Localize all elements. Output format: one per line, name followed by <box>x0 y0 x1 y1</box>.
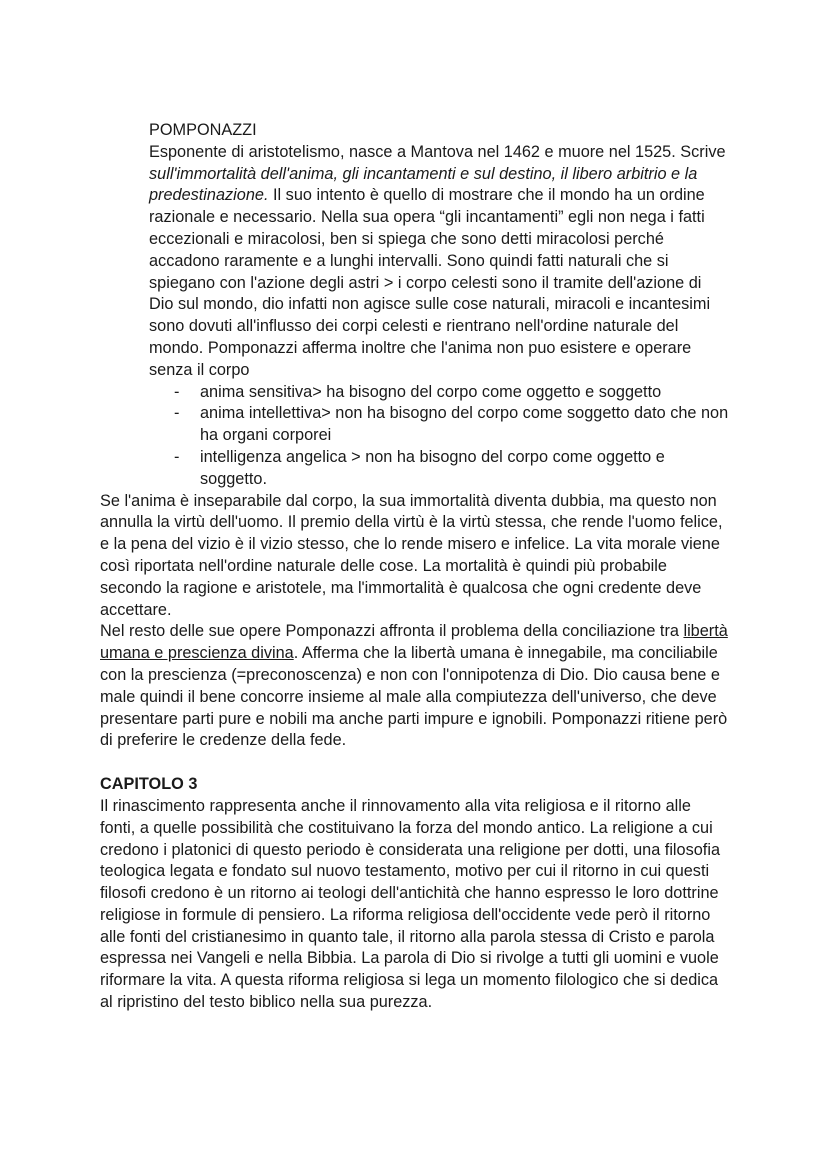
list-item-text: anima intellettiva> non ha bisogno del corpo come soggetto dato che non ha organi corporei <box>200 404 729 445</box>
freedom-paragraph <box>100 621 730 752</box>
intro-text-start: Esponente di aristotelismo, nasce a Mantova nel 1462 e muore nel 1525. Scrive <box>149 142 726 161</box>
bullet-dash: - <box>174 404 180 423</box>
freedom-text-start: Nel resto delle sue opere Pomponazzi affronta il problema della conciliazione tra <box>100 622 684 641</box>
bullet-dash: - <box>174 382 180 401</box>
pomponazzi-section <box>149 120 730 382</box>
chapter-heading: CAPITOLO 3 <box>100 775 198 794</box>
list-item <box>174 382 730 404</box>
bullet-dash: - <box>174 447 180 466</box>
list-item-text: intelligenza angelica > non ha bisogno del corpo come oggetto e soggetto. <box>200 447 665 488</box>
intro-paragraph <box>149 142 730 382</box>
freedom-text-end: . Afferma che la libertà umana è innegabile, ma conciliabile con la prescienza (=preconoscenza) e non con l'onnipotenza di Dio. Dio causa bene e male quindi il bene concorre insieme al male alla compiutezza dell'universo, che deve presentare parti pure e nobili ma anche parti impure e ignobili. Pomponazzi ritiene però di preferire le credenze della fede. <box>100 644 728 750</box>
list-item <box>174 447 730 491</box>
intro-text-end: Il suo intento è quello di mostrare che il mondo ha un ordine razionale e necessario. Nella sua opera “gli incantamenti” egli non nega i fatti eccezionali e miracolosi, ben si spiega che sono detti miracolosi perché accadono raramente e a lunghi intervalli. Sono quindi fatti naturali che si spiegano con l'azione degli astri > i corpo celesti sono il tramite dell'azione di Dio sul mondo, dio infatti non agisce sulle cose naturali, miracoli e incantesimi sono dovuti all'influsso dei corpi celesti e rientrano nell'ordine naturale del mondo. Pomponazzi afferma inoltre che l'anima non puo esistere e operare senza il corpo <box>149 186 711 379</box>
immortality-paragraph: Se l'anima è inseparabile dal corpo, la sua immortalità diventa dubbia, ma questo non annulla la virtù dell'uomo. Il premio della virtù è la virtù stessa, che rende l'uomo felice, e la pena del vizio è il vizio stesso, che lo rende misero e infelice. La vita morale viene così riportata nell'ordine naturale delle cose. La mortalità è quindi più probabile secondo la ragione e aristotele, ma l'immortalità è qualcosa che ogni credente deve accettare. <box>100 491 723 619</box>
document-page <box>100 120 730 1014</box>
section-title: POMPONAZZI <box>149 121 257 139</box>
underlined-topic: libertà umana e prescienza divina <box>100 622 728 663</box>
chapter-body: Il rinascimento rappresenta anche il rinnovamento alla vita religiosa e il ritorno alle fonti, a quelle possibilità che costituivano la forza del mondo antico. La religione a cui credono i platonici di questo periodo è considerata una religione per dotti, una filosofia teologica legata e fondato sul nuovo testamento, motivo per cui il ritorno in cui questi filosofi credono è un ritorno ai teologi dell'antichità che hanno espresso le loro dottrine religiose in formule di pensiero. La riforma religiosa dell'occidente vede però il ritorno alle fonti del cristianesimo in quanto tale, il ritorno alla parola stessa di Cristo e parola espressa nei Vangeli e nella Bibbia. La parola di Dio si rivolge a tutti gli uomini e vuole riformare la vita. A questa riforma religiosa si lega un momento filologico che si dedica al ripristino del testo biblico nella sua purezza. <box>100 796 720 1012</box>
soul-types-list <box>100 382 730 491</box>
works-title-italic: sull'immortalità dell'anima, gli incantamenti e sul destino, il libero arbitrio e la predestinazione. <box>149 164 698 205</box>
list-item-text: anima sensitiva> ha bisogno del corpo come oggetto e soggetto <box>200 382 662 401</box>
list-item <box>174 403 730 447</box>
